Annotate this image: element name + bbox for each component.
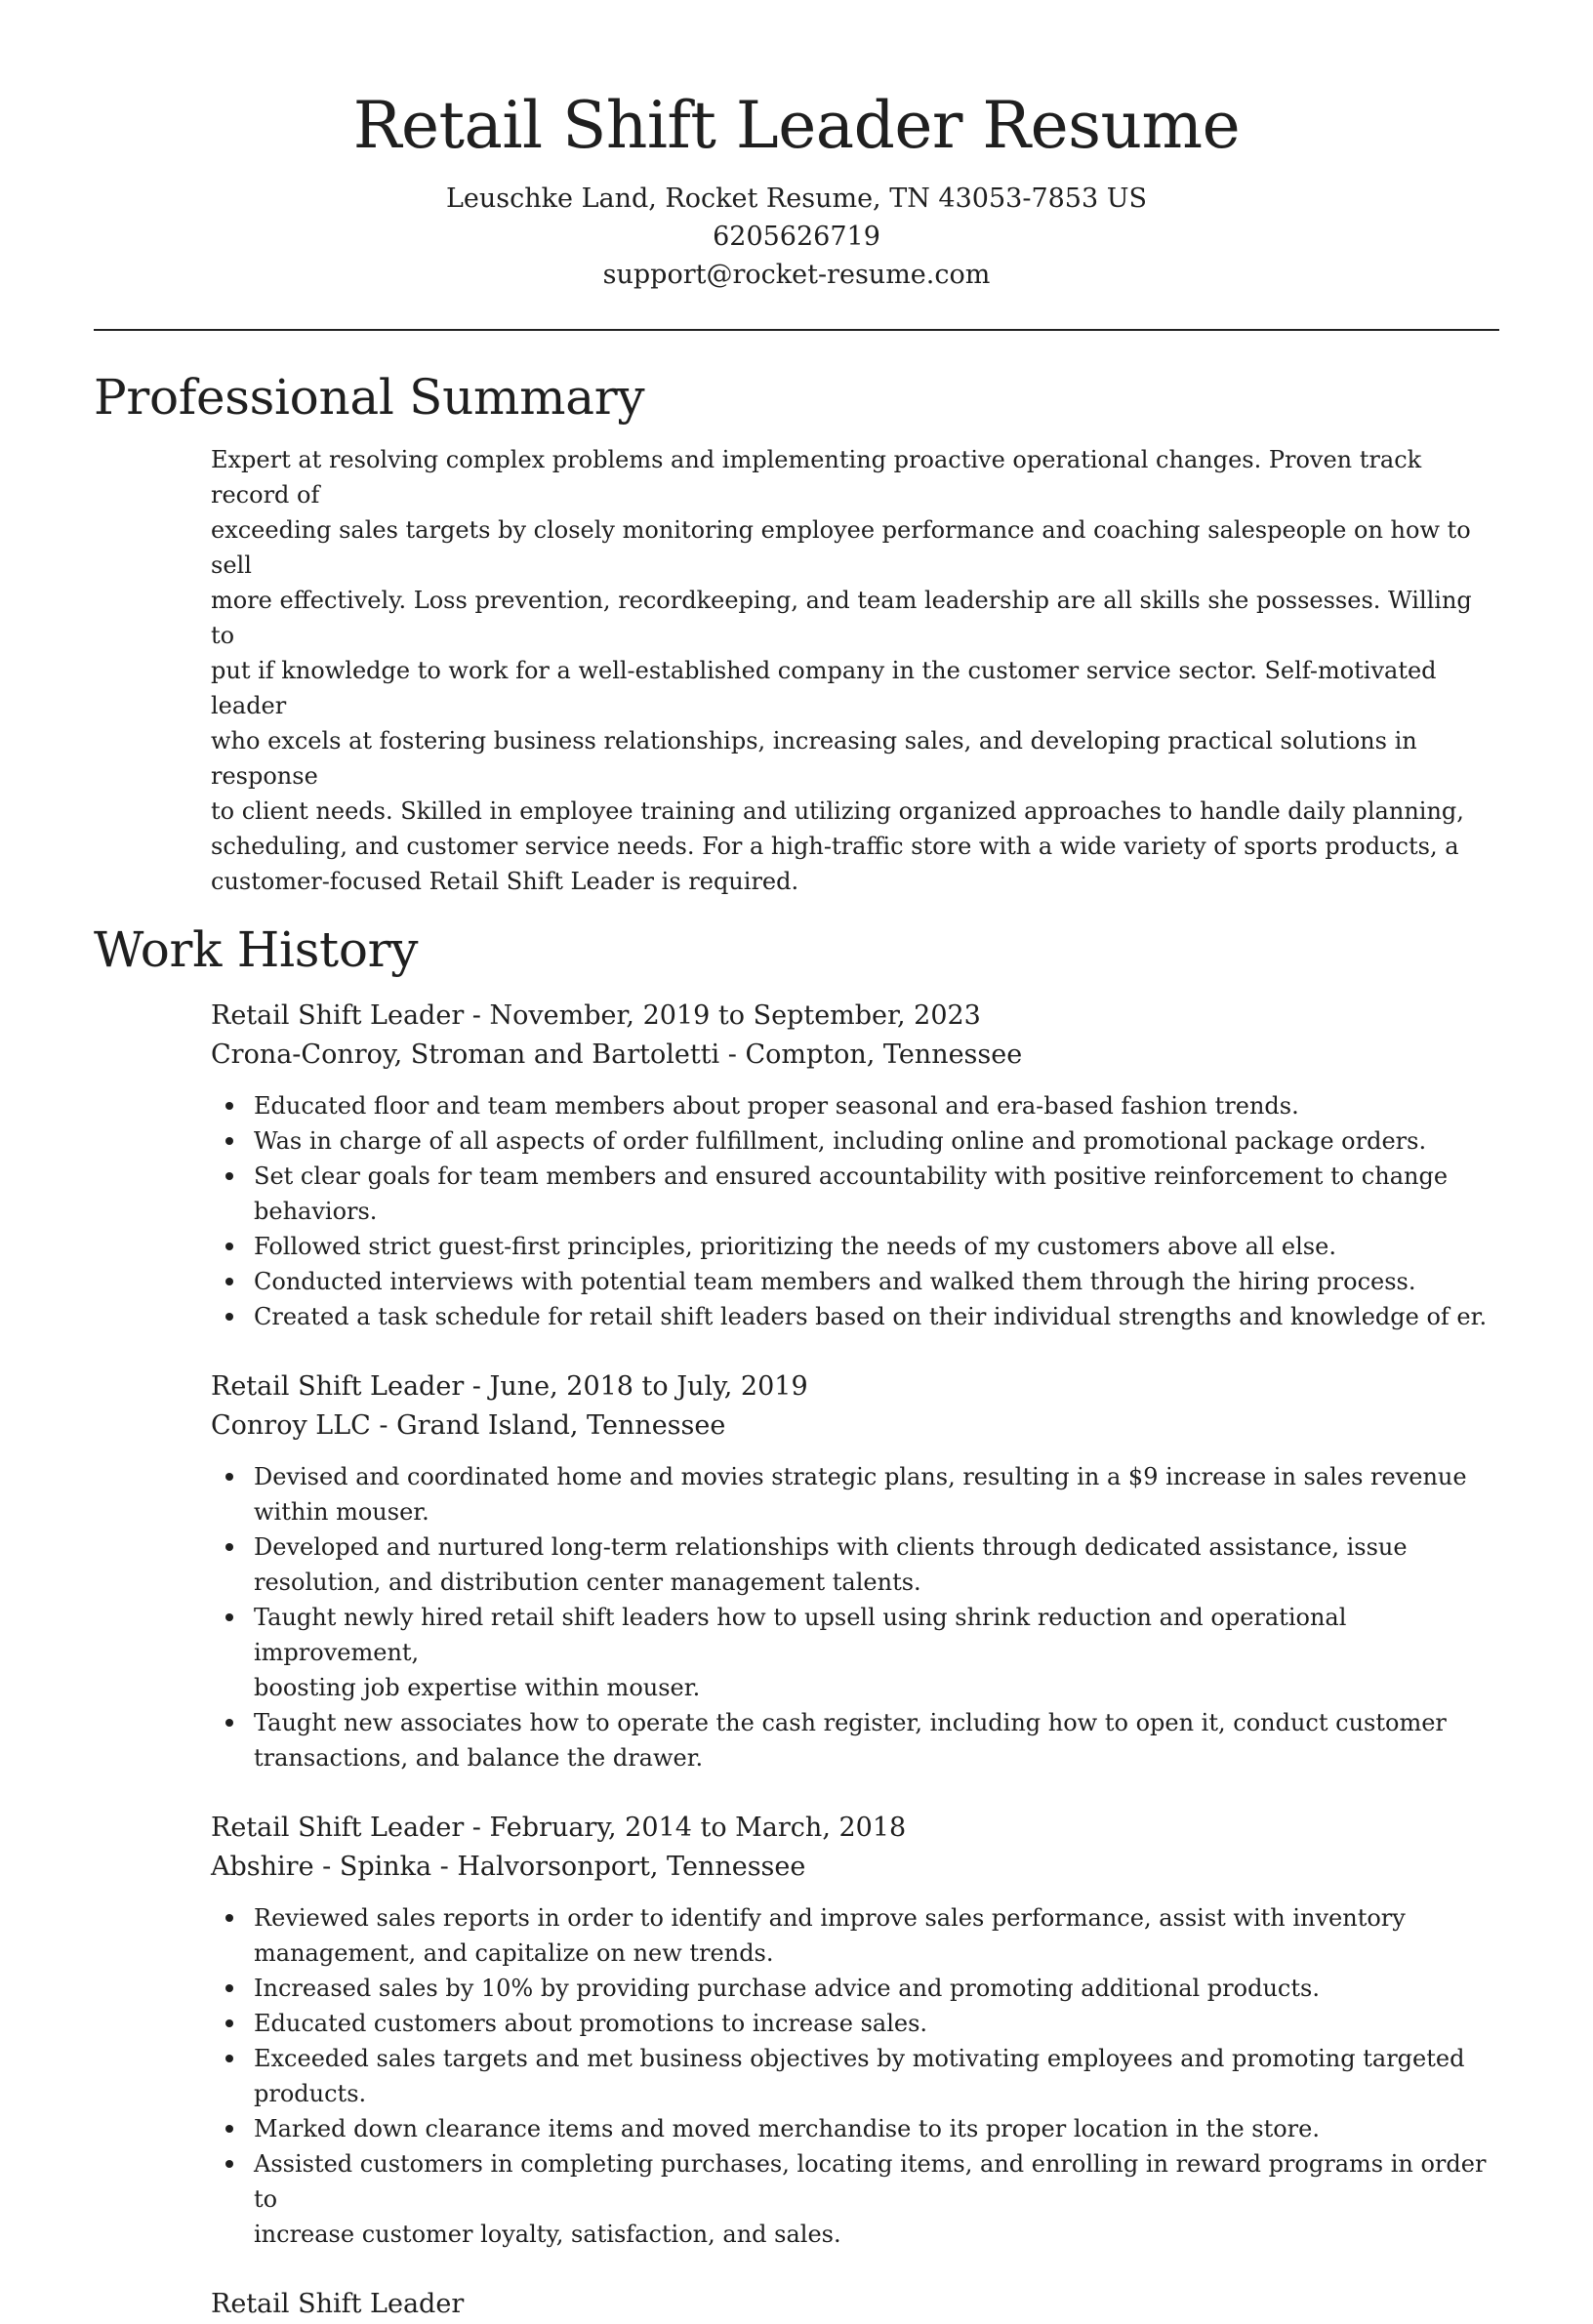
- contact-address: Leuschke Land, Rocket Resume, TN 43053-7853 US: [445, 183, 1147, 214]
- job-list: [211, 997, 1499, 2324]
- job-company-line: Conroy LLC - Grand Island, Tennessee: [211, 1410, 726, 1441]
- job-bullet: Reviewed sales reports in order to identify and improve sales performance, assist with inventory management, and capitalize on new trends.: [254, 1900, 1499, 1971]
- contact-phone: 6205626719: [713, 222, 880, 252]
- job-bullet: Taught newly hired retail shift leaders how to upsell using shrink reduction and operational improvement, boosting job expertise within mouser.: [254, 1600, 1499, 1705]
- contact-email: support@rocket-resume.com: [602, 260, 991, 290]
- job-bullet-list: [211, 1900, 1499, 2252]
- job-bullet: Increased sales by 10% by providing purchase advice and promoting additional products.: [254, 1971, 1499, 2006]
- contact-info: [94, 180, 1499, 294]
- job-bullet-list: [211, 1459, 1499, 1775]
- job-bullet: Exceeded sales targets and met business objectives by motivating employees and promoting targeted products.: [254, 2041, 1499, 2111]
- summary-text: Expert at resolving complex problems and implementing proactive operational changes. Proven track record of exceeding sales targets by closely monitoring employee performance and coaching salespeople on how to sell more effectively. Loss prevention, recordkeeping, and team leadership are all skills she possesses. Willing to put if knowledge to work for a well-established company in the customer service sector. Self-motivated leader who excels at fostering business relationships, increasing sales, and developing practical solutions in response to client needs. Skilled in employee training and utilizing organized approaches to handle daily planning, scheduling, and customer service needs. For a high-traffic store with a wide variety of sports products, a customer-focused Retail Shift Leader is required.: [211, 446, 1472, 895]
- job-bullet: Educated customers about promotions to increase sales.: [254, 2006, 1499, 2041]
- job-entry-4: [211, 2285, 1499, 2324]
- job-bullet: Marked down clearance items and moved merchandise to its proper location in the store.: [254, 2111, 1499, 2146]
- summary-heading: Professional Summary: [94, 369, 645, 426]
- job-bullet: Assisted customers in completing purchases, locating items, and enrolling in reward programs in order to increase customer loyalty, satisfaction, and sales.: [254, 2146, 1499, 2252]
- job-title-line: Retail Shift Leader - November, 2019 to September, 2023: [211, 1000, 981, 1031]
- job-bullet: Followed strict guest-first principles, prioritizing the needs of my customers above all else.: [254, 1229, 1499, 1264]
- job-company-line: Crona-Conroy, Stroman and Bartoletti - Compton, Tennessee: [211, 1040, 1023, 1070]
- job-title-line: Retail Shift Leader - June, 2018 to July, 2019: [211, 1371, 808, 1402]
- resume-title: Retail Shift Leader Resume: [352, 88, 1241, 163]
- job-bullet: Devised and coordinated home and movies strategic plans, resulting in a $9 increase in sales revenue within mouser.: [254, 1459, 1499, 1529]
- job-bullet: Was in charge of all aspects of order fulfillment, including online and promotional package orders.: [254, 1123, 1499, 1159]
- job-entry-3: [211, 1809, 1499, 2252]
- resume-page: [94, 0, 1499, 2324]
- job-title-line: Retail Shift Leader: [211, 2289, 465, 2319]
- job-bullet: Created a task schedule for retail shift leaders based on their individual strengths and knowledge of er.: [254, 1299, 1499, 1334]
- job-bullet: Set clear goals for team members and ensured accountability with positive reinforcement to change behaviors.: [254, 1159, 1499, 1229]
- work-history-heading: Work History: [94, 921, 419, 978]
- header-divider: [94, 329, 1499, 331]
- job-entry-1: [211, 997, 1499, 1334]
- job-title-line: Retail Shift Leader - February, 2014 to March, 2018: [211, 1813, 907, 1843]
- job-bullet: Educated floor and team members about proper seasonal and era-based fashion trends.: [254, 1088, 1499, 1123]
- job-bullet: Developed and nurtured long-term relationships with clients through dedicated assistance, issue resolution, and distribution center management talents.: [254, 1529, 1499, 1600]
- job-bullet: Taught new associates how to operate the cash register, including how to open it, conduct customer transactions, and balance the drawer.: [254, 1705, 1499, 1775]
- job-company-line: Abshire - Spinka - Halvorsonport, Tennessee: [211, 1852, 806, 1882]
- job-bullet-list: [211, 1088, 1499, 1334]
- job-entry-2: [211, 1367, 1499, 1775]
- job-bullet: Conducted interviews with potential team members and walked them through the hiring process.: [254, 1264, 1499, 1299]
